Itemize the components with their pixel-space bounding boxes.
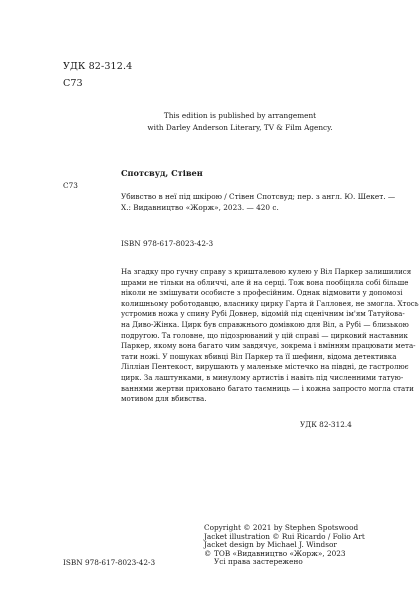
copyright-symbol: © (204, 548, 212, 558)
copyright-text: Усі права застережено (214, 557, 303, 567)
copyright-text: Copyright © 2021 by Stephen Spotswood (204, 523, 359, 532)
abstract-line: цирк. За лаштунками, в минулому артистів і навіть під численними татую- (121, 372, 404, 382)
edition-note (120, 110, 360, 134)
abstract-line: тати ножі. У пошуках вбивці Віл Паркер та її шефиня, відома детективка (121, 351, 397, 361)
catalog-description (121, 180, 396, 213)
udk-bottom: УДК 82-312.4 (300, 420, 352, 429)
abstract-line: на Диво-Жінка. Цирк був справжнього домівкою для Віл, а Рубі — близькою (121, 319, 409, 329)
catalog-isbn: ISBN 978-617-8023-42-3 (121, 239, 214, 248)
edition-note-line: This edition is published by arrangement (163, 111, 317, 120)
catalog-line: Х.: Видавництво «Жорж», 2023. — 420 с. (121, 203, 279, 212)
author-code-top: С73 (63, 78, 83, 89)
copyright-text: Jacket illustration © Rui Ricardo / Folio Art (204, 531, 365, 541)
abstract-line: ніколи не змішувати особисте з професійним. Однак відмовити у допомозі (121, 288, 403, 298)
abstract-line: колишньому роботодавцю, власнику цирку Гарта й Галловея, не змогла. Хтось (121, 298, 419, 308)
copyright-text: ТОВ «Видавництво «Жорж», 2023 (214, 548, 346, 558)
abstract-line: На згадку про гучну справу з кришталевою кулею у Віл Паркер залишилися (121, 267, 412, 276)
copyright-block (204, 524, 365, 567)
abstract-line: подругою. Та головне, що підозрюваний у цій справі — цирковий наставник (121, 330, 408, 340)
copyright-line (204, 558, 365, 567)
abstract-line: Паркер, якому вона багато чим завдячує, зокрема і вмінням працювати мета- (121, 341, 416, 351)
copyright-text: Jacket design by Michael J. Windsor (204, 540, 337, 550)
abstract-line: ваннями жертви приховано багато таємниць — і кожна запросто могла стати (121, 383, 414, 393)
abstract-line: мотивом для вбивства. (121, 394, 207, 404)
catalog-author: Спотсвуд, Стівен (121, 168, 203, 178)
udk-top: УДК 82-312.4 (63, 61, 133, 72)
catalog-code: С73 (63, 181, 78, 190)
catalog-line: Убивство в неї під шкірою / Стівен Спотсвуд; пер. з англ. Ю. Шекет. — (121, 192, 396, 201)
isbn-bottom: ISBN 978-617-8023-42-3 (63, 558, 156, 567)
abstract-line: шрами не тільки на обличчі, але й на серці. Тож вона пообіцяла собі більше (121, 277, 409, 287)
edition-note-line: with Darley Anderson Literary, TV & Film Agency. (147, 123, 333, 132)
abstract-line: устромив ножа у спину Рубі Довнер, відомій під сценічним ім'ям Татуйова- (121, 309, 405, 319)
abstract (121, 267, 419, 405)
abstract-line: Лілліан Пентекост, вирушають у маленьке містечко на півдні, де гастролює (121, 362, 409, 372)
